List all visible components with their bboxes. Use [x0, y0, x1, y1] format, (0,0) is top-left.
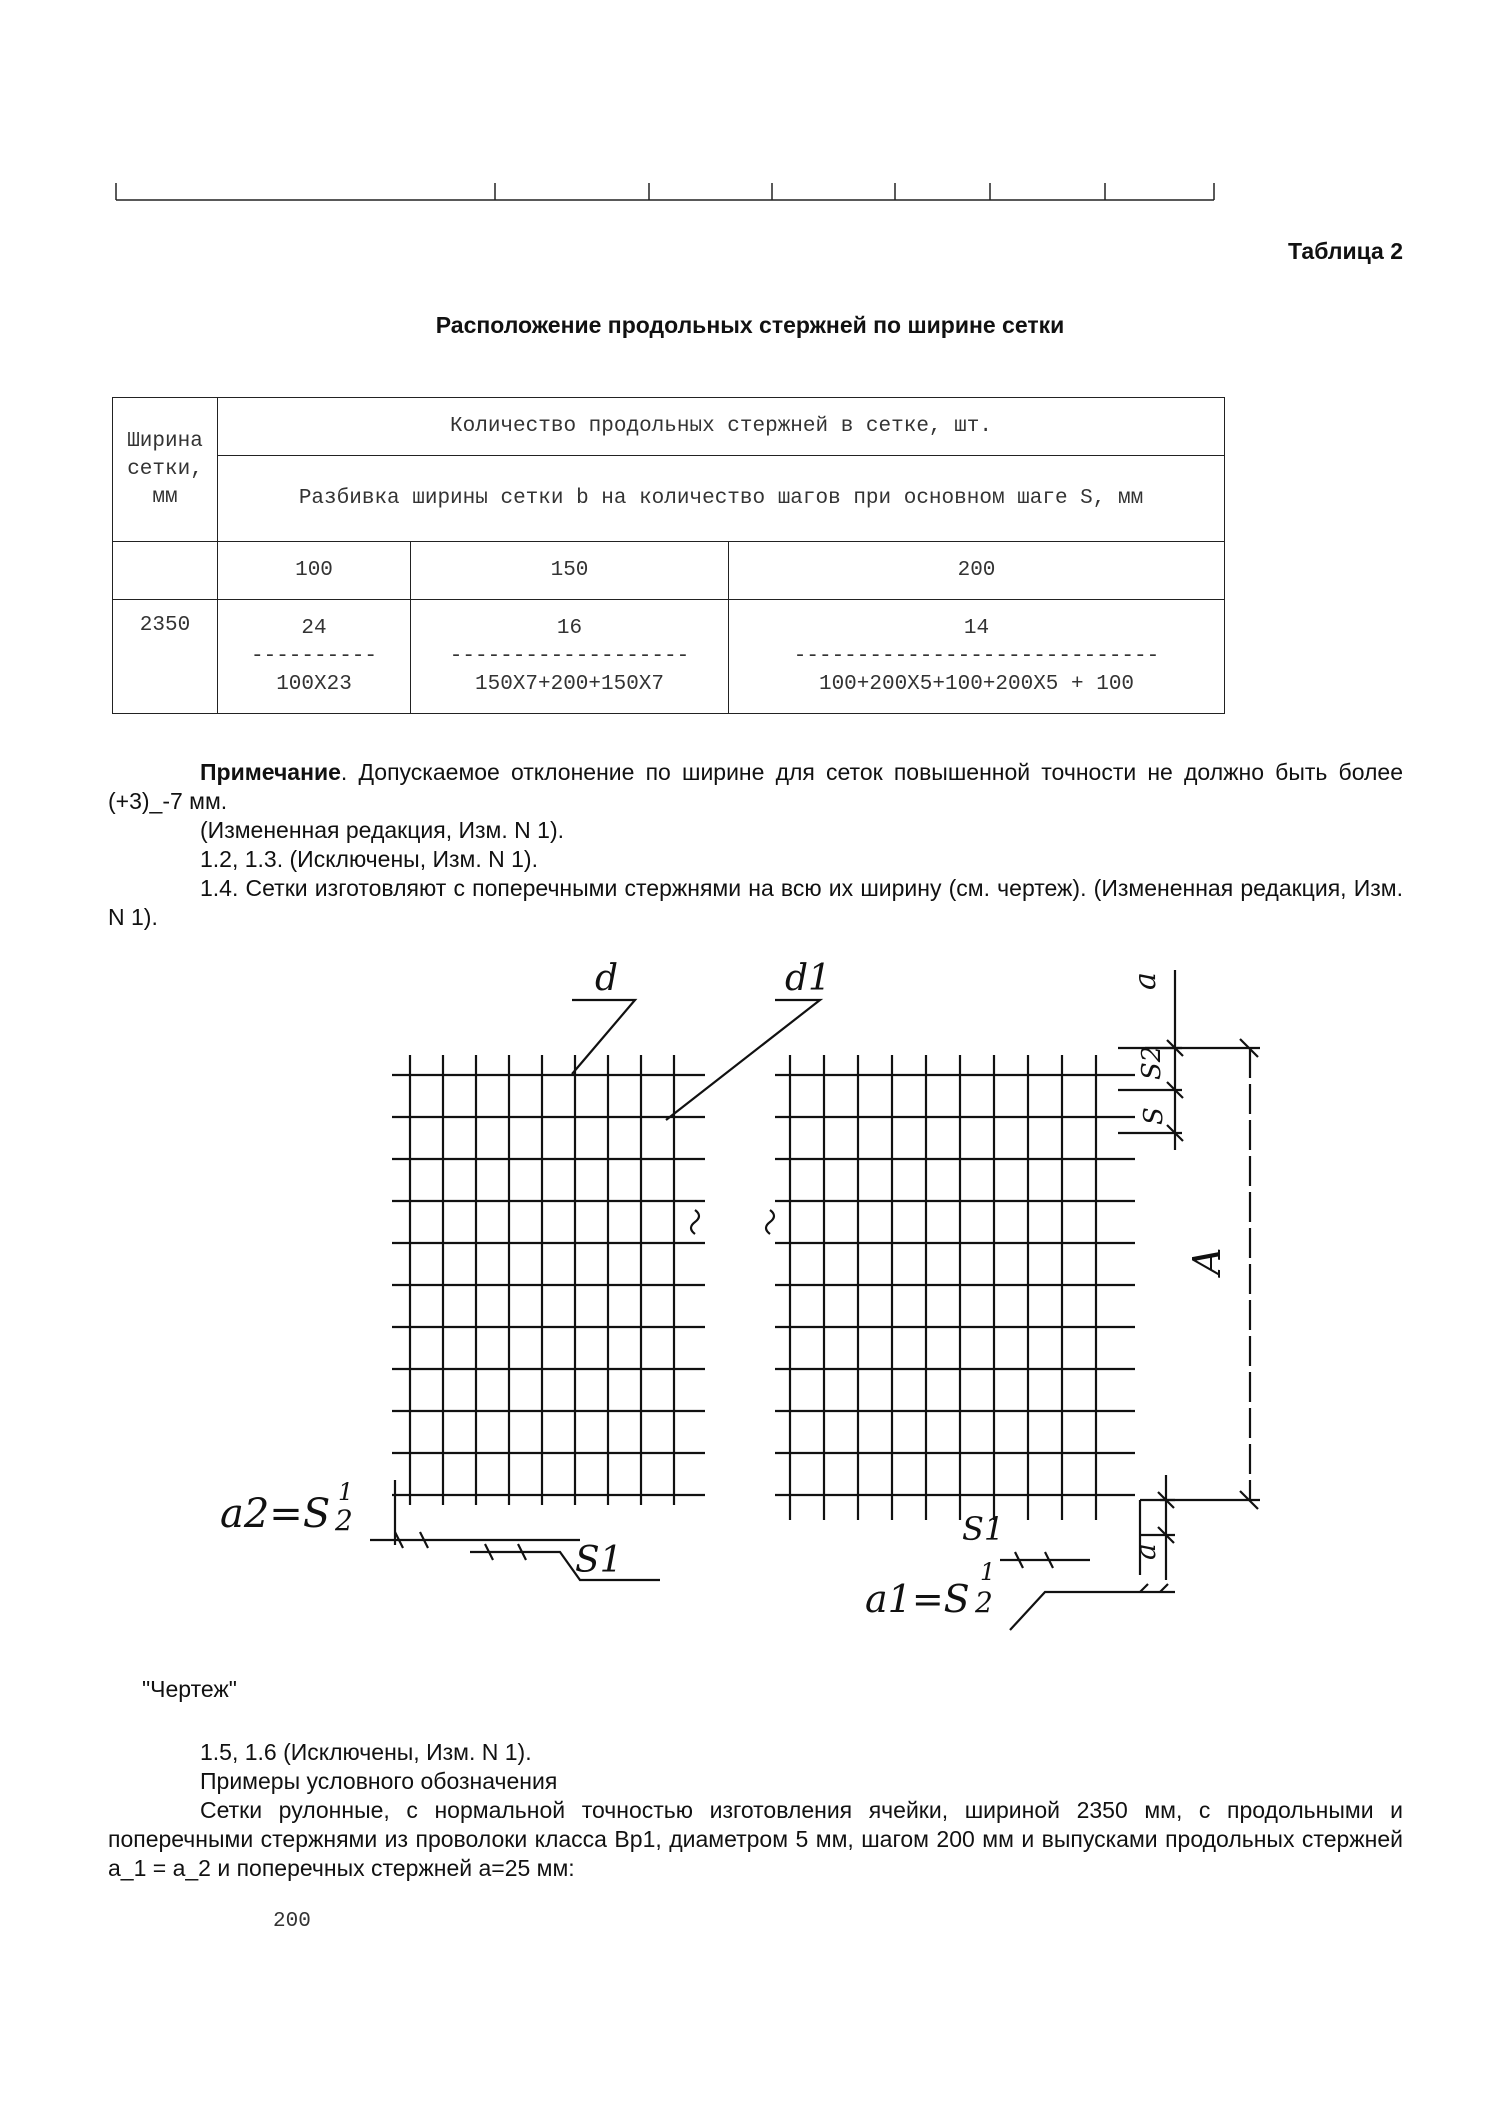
label-d: d — [595, 958, 619, 999]
label-d1: d1 — [785, 958, 831, 999]
fraction-cell — [411, 600, 729, 714]
note-paragraph — [108, 758, 1403, 816]
col-header-width: Ширина сетки, мм — [113, 398, 218, 542]
rolls-paragraph: Сетки рулонные, с нормальной точностью изготовления ячейки, шириной 2350 мм, с продольными и поперечными стержнями из проволоки класса Вр1, диаметром 5 мм, шагом 200 мм и выпусками продольных стержней a_1 = a_2 и поперечных стержней a=25 мм: — [108, 1797, 1403, 1881]
breakdown-value: 100+200X5+100+200X5 + 100 — [818, 672, 1135, 696]
annotations — [370, 970, 1260, 1630]
note-label: Примечание — [200, 759, 341, 785]
examples-heading: Примеры условного обозначения — [200, 1768, 558, 1794]
label-s2: S2 — [1137, 1045, 1167, 1080]
fraction-cell — [218, 600, 411, 714]
label-half-den: 2 — [335, 1504, 353, 1537]
label-s1-left: S1 — [575, 1540, 623, 1581]
label-half-num-right: 1 — [980, 1558, 996, 1586]
left-mesh — [392, 1055, 705, 1505]
right-mesh — [775, 1055, 1135, 1520]
table-number: Таблица 2 — [1287, 238, 1403, 264]
changed-edition-text: (Измененная редакция, Изм. N 1). — [200, 817, 564, 843]
fraction-bar: ------------------- — [449, 644, 690, 668]
header-count: Количество продольных стержней в сетке, шт. — [218, 398, 1225, 456]
rods-table — [112, 397, 1225, 714]
label-a2: a2=S — [220, 1491, 331, 1537]
label-half-den-right: 2 — [975, 1586, 993, 1619]
continued-text: 200 — [273, 1910, 311, 1933]
rod-count: 16 — [556, 616, 583, 640]
label-s: S — [1139, 1107, 1169, 1125]
header-breakdown: Разбивка ширины сетки b на количество шагов при основном шаге S, мм — [218, 456, 1225, 542]
rod-count: 24 — [301, 616, 327, 640]
label-s1-right: S1 — [962, 1510, 1005, 1548]
label-a-top: a — [1128, 972, 1163, 990]
fraction-bar: ----------------------------- — [793, 644, 1160, 668]
note-text: . Допускаемое отклонение по ширине для сеток повышенной точности не должно быть более (+3)_-7 мм. — [108, 759, 1403, 814]
step-cell: 100 — [218, 542, 411, 600]
label-half-num: 1 — [338, 1478, 354, 1506]
breakdown-value: 150X7+200+150X7 — [474, 672, 665, 696]
table-title: Расположение продольных стержней по ширине сетки — [435, 312, 1065, 338]
rod-count: 14 — [963, 616, 990, 640]
paragraph-1-4: 1.4. Сетки изготовляют с поперечными стержнями на всю их ширину (см. чертеж). (Измененная редакция, Изм. N 1). — [108, 875, 1403, 930]
step-cell: 200 — [729, 542, 1225, 600]
step-cell: 150 — [411, 542, 729, 600]
fraction-cell — [729, 600, 1225, 714]
drawing-caption: "Чертеж" — [142, 1676, 237, 1702]
label-A: A — [1185, 1247, 1229, 1275]
paragraph-1-5: 1.5, 1.6 (Исключены, Изм. N 1). — [200, 1739, 532, 1765]
label-a-bottom: a — [1129, 1543, 1162, 1560]
width-cell: 2350 — [113, 600, 218, 714]
previous-table-bottom-border — [110, 175, 1220, 205]
drawing-labels — [220, 958, 1229, 1621]
breakdown-value: 100X23 — [276, 672, 352, 696]
label-a1: a1=S — [865, 1577, 970, 1621]
excluded-text: 1.2, 1.3. (Исключены, Изм. N 1). — [200, 846, 538, 872]
empty-cell — [113, 542, 218, 600]
mesh-drawing — [200, 940, 1300, 1640]
fraction-bar: ---------- — [250, 644, 378, 668]
